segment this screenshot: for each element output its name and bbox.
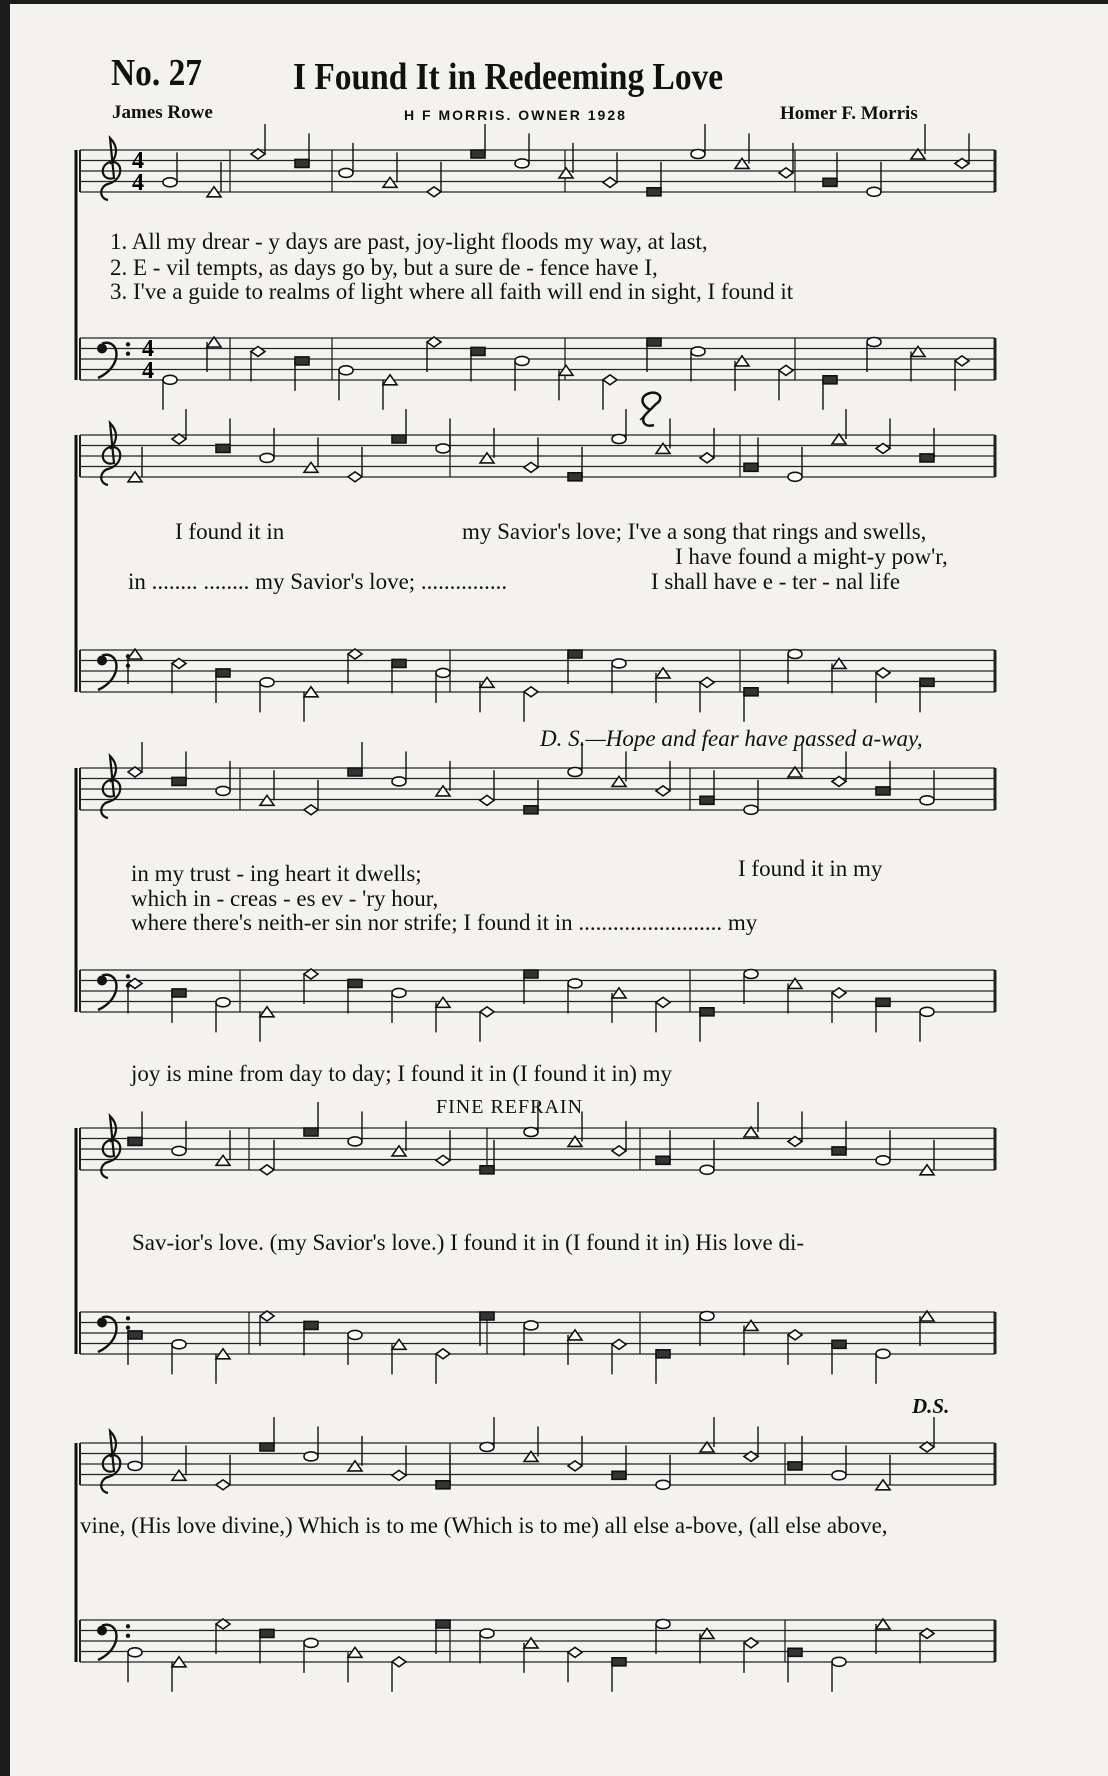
bass-clef-dot bbox=[126, 984, 130, 988]
note-head bbox=[568, 650, 582, 658]
note-head bbox=[436, 1481, 450, 1489]
lyric-verse-2: 2. E - vil tempts, as days go by, but a sure de - fence have I, bbox=[110, 255, 658, 280]
note-head bbox=[691, 150, 705, 159]
note-head bbox=[392, 435, 406, 443]
note-head bbox=[480, 1629, 494, 1638]
note-head bbox=[788, 650, 802, 659]
note-head bbox=[524, 687, 538, 697]
segno-icon bbox=[640, 393, 660, 426]
note-head bbox=[700, 1312, 714, 1321]
note-head bbox=[656, 1156, 670, 1164]
note-head bbox=[436, 1620, 450, 1628]
note-head bbox=[920, 678, 934, 686]
note-head bbox=[295, 159, 309, 167]
note-head bbox=[128, 1648, 142, 1657]
bass-clef-icon bbox=[97, 976, 107, 986]
note-head bbox=[304, 1321, 318, 1329]
note-head bbox=[612, 988, 626, 998]
note-head bbox=[612, 659, 626, 668]
note-head bbox=[172, 1340, 186, 1349]
note-head bbox=[691, 347, 705, 356]
note-head bbox=[700, 1165, 714, 1174]
note-head bbox=[744, 805, 758, 814]
note-head bbox=[348, 1137, 362, 1146]
hymn-number: No. 27 bbox=[111, 52, 203, 94]
lyric-verse-1: 1. All my drear - y days are past, joy-light floods my way, at last, bbox=[110, 229, 708, 254]
lyric-verse-3: where there's neith-er sin nor strife; I found it in ......................... my bbox=[131, 910, 758, 935]
note-head bbox=[867, 187, 881, 196]
note-head bbox=[515, 159, 529, 168]
note-head bbox=[823, 376, 837, 384]
lyric-verse-1b: I found it in my bbox=[738, 856, 883, 881]
note-head bbox=[603, 375, 617, 385]
note-head bbox=[656, 786, 670, 796]
note-head bbox=[260, 795, 274, 805]
note-head bbox=[612, 1339, 626, 1349]
note-head bbox=[876, 998, 890, 1006]
lyric-chorus-b: my Savior's love; I've a song that rings and swells, bbox=[462, 519, 927, 544]
treble-clef-icon bbox=[101, 756, 120, 818]
treble-clef-icon bbox=[101, 423, 120, 485]
note-head bbox=[172, 1470, 186, 1480]
note-head bbox=[216, 998, 230, 1007]
bass-clef-dot bbox=[126, 664, 130, 668]
note-head bbox=[779, 365, 793, 375]
ds-lyric: D. S.—Hope and fear have passed a-way, bbox=[540, 726, 923, 751]
note-head bbox=[779, 168, 793, 178]
note-head bbox=[612, 1471, 626, 1479]
lyric-chorus-a: I found it in bbox=[175, 519, 285, 544]
note-head bbox=[304, 462, 318, 472]
note-head bbox=[304, 1452, 318, 1461]
note-head bbox=[392, 1657, 406, 1667]
note-head bbox=[920, 454, 934, 462]
note-head bbox=[260, 1165, 274, 1175]
treble-clef-icon bbox=[101, 1116, 120, 1178]
note-head bbox=[471, 347, 485, 355]
ds-marker: D.S. bbox=[912, 1394, 950, 1418]
note-head bbox=[172, 777, 186, 785]
note-head bbox=[876, 1349, 890, 1358]
bass-clef-dot bbox=[126, 974, 130, 978]
lyric-refrain: Sav-ior's love. (my Savior's love.) I found it in (I found it in) His love di- bbox=[132, 1230, 804, 1255]
note-head bbox=[260, 453, 274, 462]
copyright: H F MORRIS. OWNER 1928 bbox=[404, 107, 627, 123]
note-head bbox=[603, 177, 617, 187]
note-head bbox=[471, 150, 485, 158]
lyric-verse-3b: I shall have e - ter - nal life bbox=[651, 569, 901, 594]
note-head bbox=[480, 1443, 494, 1452]
note-head bbox=[788, 1648, 802, 1656]
note-head bbox=[515, 356, 529, 365]
note-head bbox=[260, 1629, 274, 1637]
note-head bbox=[568, 768, 582, 777]
bass-clef-dot bbox=[126, 1624, 130, 1628]
note-head bbox=[480, 1007, 494, 1017]
note-head bbox=[480, 795, 494, 805]
bass-clef-dot bbox=[126, 1316, 130, 1320]
note-head bbox=[700, 1008, 714, 1016]
note-head bbox=[436, 997, 450, 1007]
note-head bbox=[339, 168, 353, 177]
note-head bbox=[612, 1658, 626, 1666]
note-head bbox=[524, 1128, 538, 1137]
note-head bbox=[436, 786, 450, 796]
bass-clef-icon bbox=[97, 1318, 107, 1328]
note-head bbox=[339, 366, 353, 375]
lyric-verse-3: 3. I've a guide to realms of light where all faith will end in sight, I found it bbox=[110, 279, 794, 304]
note-head bbox=[524, 806, 538, 814]
composer: Homer F. Morris bbox=[780, 103, 918, 124]
note-head bbox=[480, 1166, 494, 1174]
note-head bbox=[216, 444, 230, 452]
note-head bbox=[216, 1155, 230, 1165]
note-head bbox=[216, 1480, 230, 1490]
note-head bbox=[568, 1461, 582, 1471]
lyric-verse-2: I have found a might-y pow'r, bbox=[675, 544, 948, 569]
note-head bbox=[568, 1330, 582, 1340]
treble-clef-icon bbox=[101, 138, 120, 200]
note-head bbox=[436, 444, 450, 453]
note-head bbox=[656, 1620, 670, 1629]
time-signature bbox=[132, 148, 144, 196]
bass-clef-icon bbox=[97, 656, 107, 666]
time-signature-bottom: 4 bbox=[132, 170, 144, 196]
note-head bbox=[524, 1321, 538, 1330]
note-head bbox=[128, 1461, 142, 1470]
lyric-verse-1: in my trust - ing heart it dwells; bbox=[131, 861, 422, 886]
treble-clef-icon bbox=[101, 1431, 120, 1493]
bass-clef-dot bbox=[126, 1634, 130, 1638]
note-head bbox=[260, 678, 274, 687]
note-head bbox=[304, 805, 318, 815]
note-head bbox=[392, 1339, 406, 1349]
note-head bbox=[392, 777, 406, 786]
note-head bbox=[392, 659, 406, 667]
note-head bbox=[832, 1340, 846, 1348]
note-head bbox=[436, 1349, 450, 1359]
lyric-verse-3a: in ........ ........ my Savior's love; ............... bbox=[128, 569, 508, 594]
ds-lyric: joy is mine from day to day; I found it in (I found it in) my bbox=[131, 1061, 673, 1086]
note-head bbox=[392, 1470, 406, 1480]
note-head bbox=[568, 473, 582, 481]
note-head bbox=[480, 1312, 494, 1320]
note-head bbox=[568, 979, 582, 988]
note-head bbox=[172, 1146, 186, 1155]
note-head bbox=[128, 1137, 142, 1145]
note-head bbox=[788, 1462, 802, 1470]
note-head bbox=[348, 768, 362, 776]
note-head bbox=[304, 1638, 318, 1647]
note-head bbox=[392, 988, 406, 997]
note-head bbox=[436, 1155, 450, 1165]
note-head bbox=[876, 787, 890, 795]
time-signature-top: 4 bbox=[132, 148, 144, 174]
note-head bbox=[832, 1657, 846, 1666]
time-signature-bottom: 4 bbox=[142, 358, 154, 384]
time-signature-top: 4 bbox=[142, 336, 154, 362]
note-head bbox=[656, 997, 670, 1007]
bass-clef-dot bbox=[126, 342, 130, 346]
lyric-verse-2: which in - creas - es ev - 'ry hour, bbox=[131, 886, 439, 911]
note-head bbox=[128, 1331, 142, 1339]
hymn-title: I Found It in Redeeming Love bbox=[293, 56, 724, 98]
note-head bbox=[163, 375, 177, 384]
note-head bbox=[647, 338, 661, 346]
note-head bbox=[216, 786, 230, 795]
note-head bbox=[436, 668, 450, 677]
note-head bbox=[559, 168, 573, 178]
note-head bbox=[348, 472, 362, 482]
note-head bbox=[295, 357, 309, 365]
note-head bbox=[656, 668, 670, 678]
note-head bbox=[788, 472, 802, 481]
note-head bbox=[568, 1647, 582, 1657]
note-head bbox=[744, 688, 758, 696]
note-head bbox=[656, 1480, 670, 1489]
note-head bbox=[559, 365, 573, 375]
note-head bbox=[823, 178, 837, 186]
note-head bbox=[832, 1147, 846, 1155]
note-head bbox=[832, 1471, 846, 1480]
note-head bbox=[744, 463, 758, 471]
note-head bbox=[955, 356, 969, 366]
bass-clef-icon bbox=[97, 1626, 107, 1636]
note-head bbox=[735, 356, 749, 366]
note-head bbox=[480, 453, 494, 463]
note-head bbox=[172, 989, 186, 997]
note-head bbox=[920, 1007, 934, 1016]
note-head bbox=[612, 1146, 626, 1156]
note-head bbox=[216, 669, 230, 677]
note-head bbox=[348, 979, 362, 987]
time-signature bbox=[142, 336, 154, 384]
note-head bbox=[480, 677, 494, 687]
bass-clef-dot bbox=[126, 1326, 130, 1330]
note-head bbox=[700, 677, 714, 687]
clefs bbox=[97, 138, 130, 1660]
note-head bbox=[876, 1156, 890, 1165]
note-head bbox=[348, 1647, 362, 1657]
note-head bbox=[427, 187, 441, 197]
note-head bbox=[524, 462, 538, 472]
note-head bbox=[744, 970, 758, 979]
note-head bbox=[656, 1350, 670, 1358]
note-head bbox=[392, 1146, 406, 1156]
note-head bbox=[788, 1330, 802, 1340]
lyric-refrain-end: vine, (His love divine,) Which is to me (Which is to me) all else a-bove, (all else above, bbox=[80, 1513, 888, 1538]
note-head bbox=[700, 453, 714, 463]
note-head bbox=[524, 1638, 538, 1648]
note-head bbox=[383, 177, 397, 187]
note-head bbox=[348, 1461, 362, 1471]
note-head bbox=[163, 178, 177, 187]
note-head bbox=[348, 1330, 362, 1339]
bass-clef-dot bbox=[126, 352, 130, 356]
note-head bbox=[876, 668, 890, 678]
note-head bbox=[612, 435, 626, 444]
note-head bbox=[524, 970, 538, 978]
lyricist: James Rowe bbox=[112, 102, 213, 123]
fine-refrain-markers: FINE REFRAIN bbox=[436, 1096, 584, 1118]
note-head bbox=[920, 796, 934, 805]
bass-clef-icon bbox=[97, 344, 107, 354]
note-head bbox=[647, 188, 661, 196]
note-head bbox=[260, 1443, 274, 1451]
note-head bbox=[700, 796, 714, 804]
note-head bbox=[832, 988, 846, 998]
note-head bbox=[867, 338, 881, 347]
note-head bbox=[304, 1128, 318, 1136]
bass-clef-dot bbox=[126, 654, 130, 658]
note-head bbox=[744, 1638, 758, 1648]
